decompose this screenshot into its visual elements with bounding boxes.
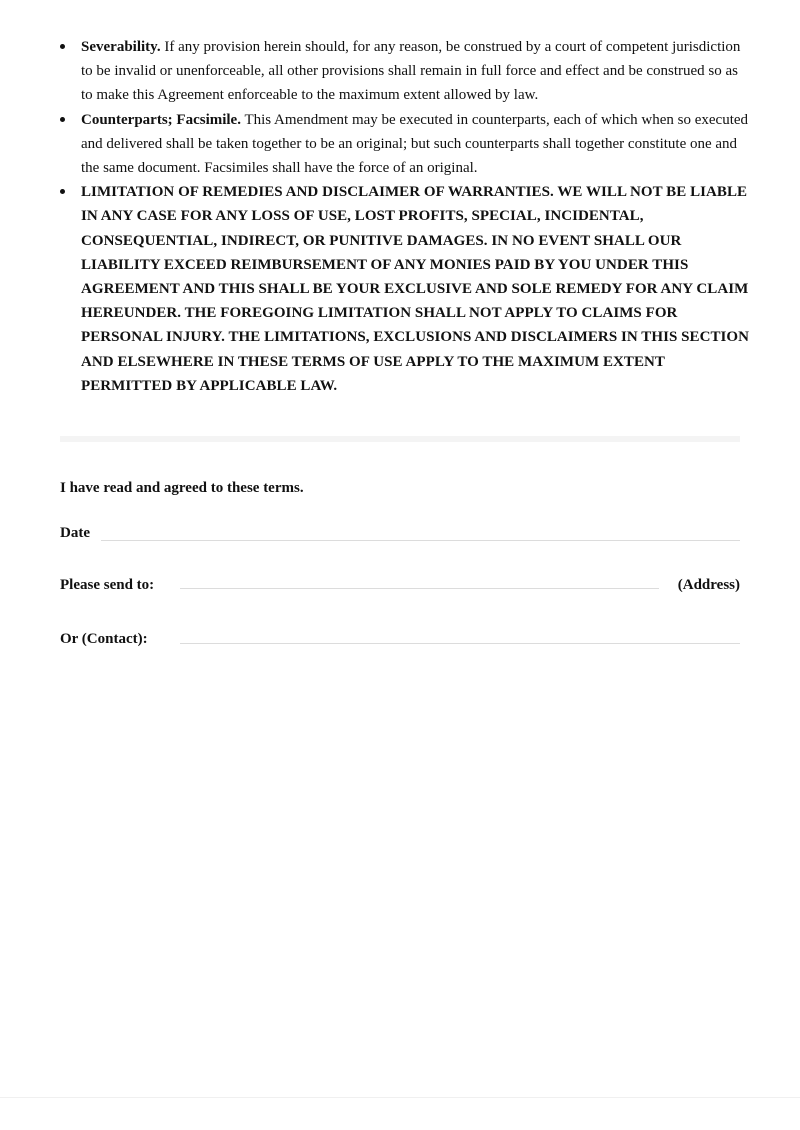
bullet-icon xyxy=(60,117,65,122)
terms-list xyxy=(60,35,750,398)
clause-severability xyxy=(60,35,750,108)
contact-label: Or (Contact): xyxy=(60,631,148,647)
clause-counterparts xyxy=(60,108,750,181)
clause-title: Severability. xyxy=(81,39,161,55)
send-to-label: Please send to: xyxy=(60,577,155,593)
bullet-icon xyxy=(60,44,65,49)
clause-title: Counterparts; Facsimile. xyxy=(81,111,241,128)
clause-text: If any provision herein should, for any reason, be construed by a court of competent jurisdiction to be invalid or unenforceable, all other provisions shall remain in full force and effect and be construed so as to make this Agreement enforceable to the maximum extent allowed by law. xyxy=(81,39,741,104)
agreement-statement: I have read and agreed to these terms. xyxy=(60,480,304,496)
date-field[interactable] xyxy=(101,540,740,541)
section-divider xyxy=(60,436,740,442)
address-field[interactable] xyxy=(180,588,659,589)
clause-text: This Amendment may be executed in counterparts, each of which when so executed and delivered shall be taken together to be an original; but such counterparts shall together constitute one and the same document. Facsimiles shall have the force of an original. xyxy=(81,111,749,177)
contact-field[interactable] xyxy=(180,643,740,644)
clause-text: LIMITATION OF REMEDIES AND DISCLAIMER OF WARRANTIES. WE WILL NOT BE LIABLE IN ANY CASE FOR ANY LOSS OF USE, LOST PROFITS, SPECIAL, INCIDENTAL, CONSEQUENTIAL, INDIRECT, OR PUNITIVE DAMAGES. IN NO EVENT SHALL OUR LIABILITY EXCEED REIMBURSEMENT OF ANY MONIES PAID BY YOU UNDER THIS AGREEMENT AND THIS SHALL BE YOUR EXCLUSIVE AND SOLE REMEDY FOR ANY CLAIM HEREUNDER. THE FOREGOING LIMITATION SHALL NOT APPLY TO CLAIMS FOR PERSONAL INJURY. THE LIMITATIONS, EXCLUSIONS AND DISCLAIMERS IN THIS SECTION AND ELSEWHERE IN THESE TERMS OF USE APPLY TO THE MAXIMUM EXTENT PERMITTED BY APPLICABLE LAW. xyxy=(81,184,750,394)
address-suffix: (Address) xyxy=(677,577,740,593)
clause-limitation xyxy=(60,180,750,398)
bullet-icon xyxy=(60,189,65,194)
date-label: Date xyxy=(60,525,90,541)
page-bottom-rule xyxy=(0,1097,800,1098)
